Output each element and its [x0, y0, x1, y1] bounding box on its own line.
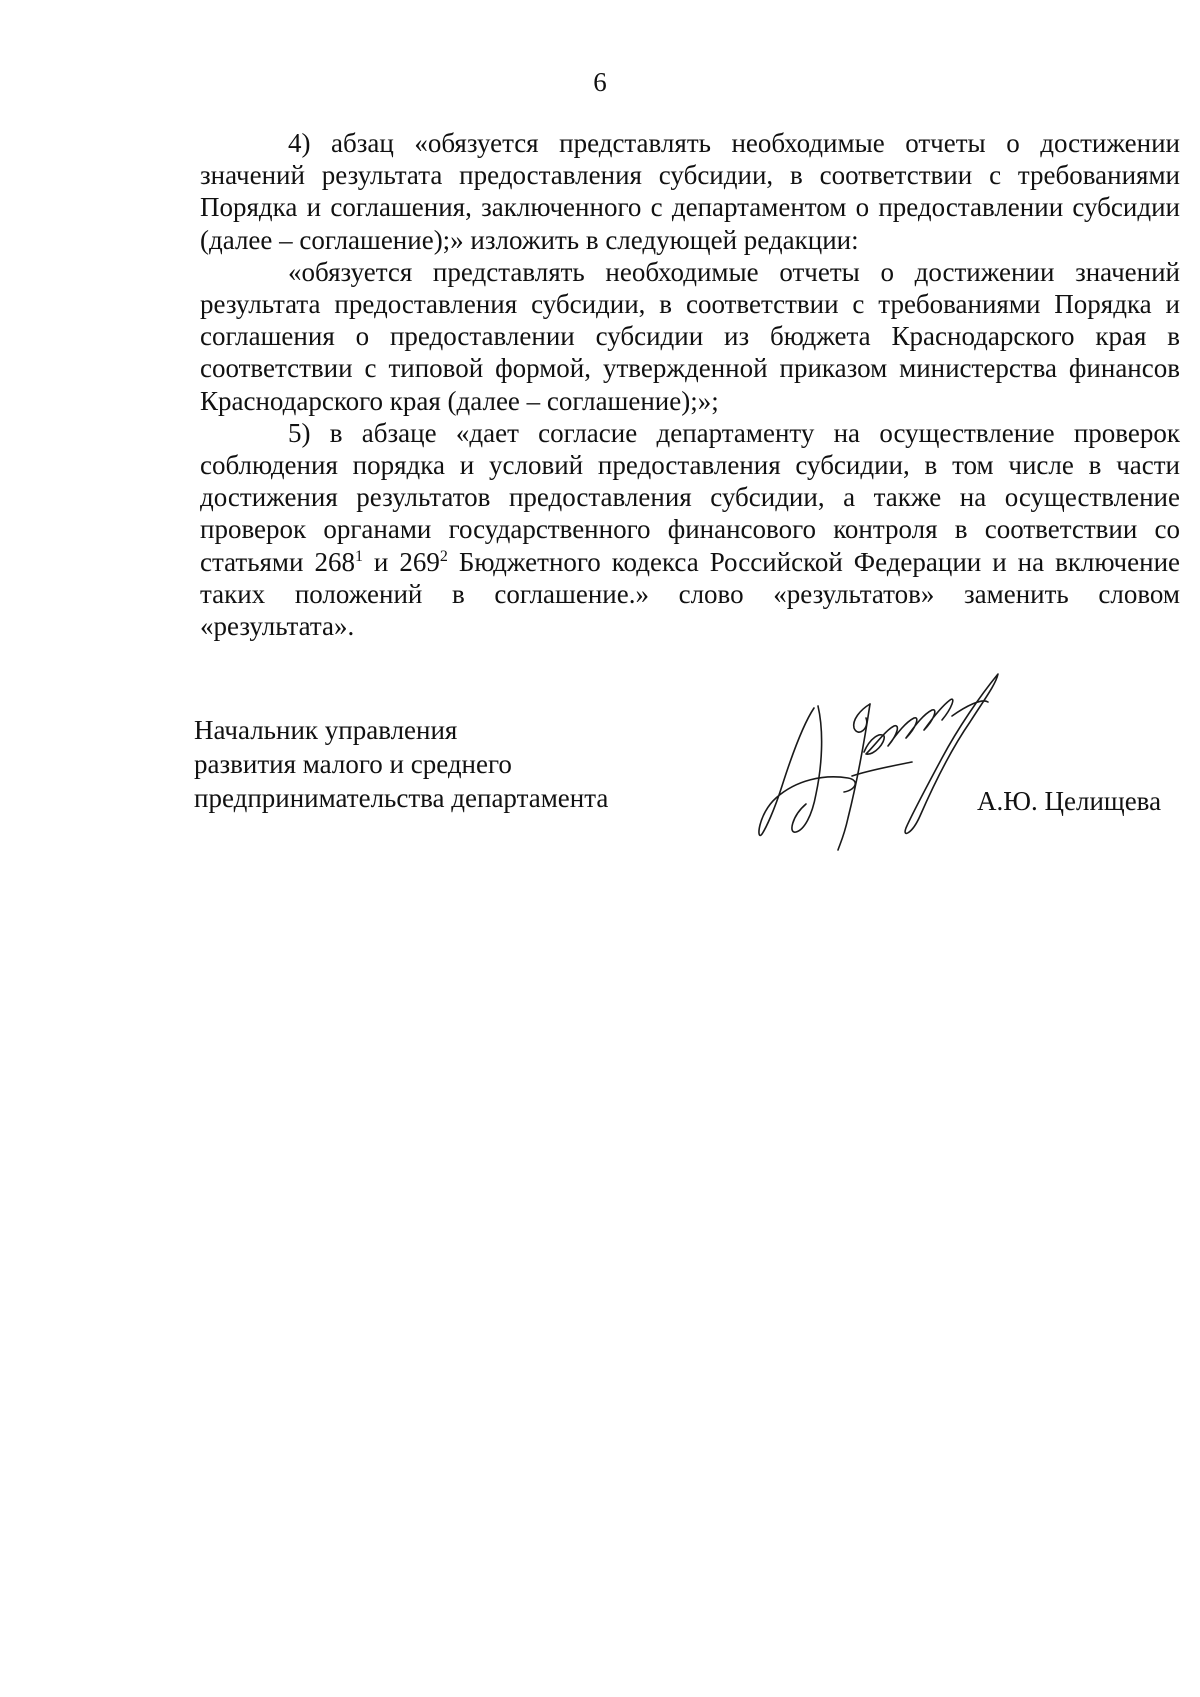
signatory-position-line: Начальник управления — [194, 715, 458, 745]
handwritten-signature — [752, 666, 1022, 866]
paragraph-item-5-text-end: Бюджетного кодекса Российской Федерации и на включение таких положений в соглашение.» слово «результатов» заменить словом «результата». — [200, 546, 1180, 642]
paragraph-item-4: 4) абзац «обязуется представлять необходимые отчеты о достижении значений результата предоставления субсидии, в соответствии с требованиями Порядка и соглашения, заключенного с департаментом о предоставлении субсидии (далее – соглашение);» изложить в следующей редакции: — [200, 128, 1180, 255]
document-body — [200, 127, 1180, 642]
paragraph-item-5-text-start: 5) в абзаце «дает согласие департаменту на осуществление проверок соблюдения порядка и условий предоставления субсидии, в том числе в части достижения результатов предоставления субсидии, а также на осуществление проверок органами государственного финансового контроля в соответствии со статьями 268 — [200, 417, 1180, 577]
page-number: 6 — [593, 67, 607, 97]
article-268-superscript: 1 — [354, 547, 363, 565]
signer-name: А.Ю. Целищева — [977, 786, 1162, 816]
paragraph-item-5-text-middle: и 269 — [362, 546, 440, 577]
paragraph-item-4-new-wording: «обязуется представлять необходимые отчеты о достижении значений результата предоставления субсидии, в соответствии с требованиями Порядка и соглашения о предоставлении субсидии из бюджета Краснодарского края в соответствии с типовой формой, утвержденной приказом министерства финансов Краснодарского края (далее – соглашение);»; — [200, 256, 1180, 416]
paragraph-item-5 — [200, 417, 1180, 642]
signatory-position — [194, 713, 608, 815]
signatory-position-line: развития малого и среднего — [194, 749, 512, 779]
signatory-position-line: предпринимательства департамента — [194, 783, 609, 813]
article-269-superscript: 2 — [439, 547, 448, 565]
